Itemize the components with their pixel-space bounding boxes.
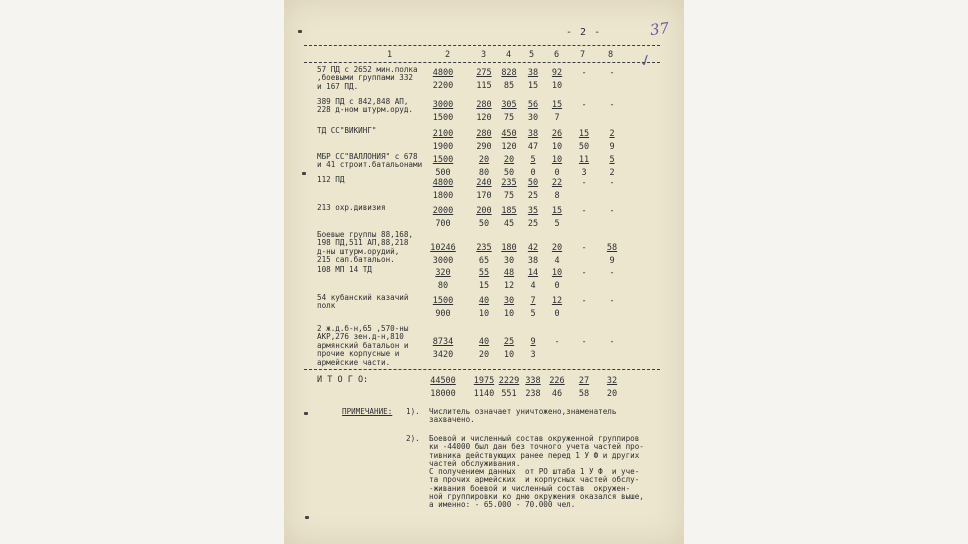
table-cell: - bbox=[581, 178, 587, 188]
right-margin bbox=[684, 0, 968, 544]
table-cell: 10246 bbox=[430, 243, 456, 253]
pencil-mark-icon: ✓ bbox=[636, 48, 655, 73]
table-cell: 15 bbox=[551, 100, 563, 110]
table-cell: 10 bbox=[551, 155, 563, 165]
total-cell: 2229 bbox=[498, 376, 520, 386]
table-cell: 15 bbox=[478, 281, 490, 291]
table-cell: 2 bbox=[609, 168, 615, 178]
table-cell: 45 bbox=[503, 219, 515, 229]
table-cell: 3420 bbox=[432, 350, 454, 360]
total-cell: 226 bbox=[549, 376, 565, 386]
unit-name: МБР СС"ВАЛЛОНИЯ" с 678 и 41 строит.батальонами bbox=[317, 152, 423, 170]
table-cell: 7 bbox=[530, 296, 536, 306]
table-cell: 3 bbox=[581, 168, 587, 178]
total-cell: 551 bbox=[501, 389, 517, 399]
table-cell: 38 bbox=[527, 68, 539, 78]
table-cell: 58 bbox=[606, 243, 618, 253]
table-cell: 56 bbox=[527, 100, 539, 110]
table-cell: 80 bbox=[478, 168, 490, 178]
table-cell: 12 bbox=[551, 296, 563, 306]
table-cell: 75 bbox=[503, 191, 515, 201]
table-cell: 170 bbox=[476, 191, 492, 201]
table-cell: 35 bbox=[527, 206, 539, 216]
note-1-text: Числитель означает уничтожено,знаменатель захвачено. bbox=[429, 407, 617, 425]
table-cell: 500 bbox=[435, 168, 451, 178]
table-cell: 65 bbox=[478, 256, 490, 266]
table-cell: 10 bbox=[478, 309, 490, 319]
unit-name: 213 охр.дивизия bbox=[317, 203, 386, 212]
col-header-5: 5 bbox=[529, 50, 535, 60]
table-cell: 38 bbox=[527, 129, 539, 139]
table-cell: 2100 bbox=[432, 129, 454, 139]
total-cell: 238 bbox=[525, 389, 541, 399]
table-cell: 22 bbox=[551, 178, 563, 188]
unit-name: 389 ПД с 842,848 АП, 228 д-ном штурм.оруд. bbox=[317, 97, 414, 115]
table-cell: - bbox=[609, 68, 615, 78]
table-cell: 85 bbox=[503, 81, 515, 91]
left-margin bbox=[0, 0, 284, 544]
table-cell: 2 bbox=[609, 129, 615, 139]
table-cell: 50 bbox=[503, 168, 515, 178]
punch-mark bbox=[302, 172, 306, 175]
table-cell: 5 bbox=[609, 155, 615, 165]
unit-name: 57 ПД с 2652 мин.полка ,боевыми группами 332 и 167 ПД. bbox=[317, 65, 418, 91]
table-cell: - bbox=[554, 337, 560, 347]
table-cell: 15 bbox=[527, 81, 539, 91]
table-cell: 14 bbox=[527, 268, 539, 278]
table-cell: 75 bbox=[503, 113, 515, 123]
table-cell: 305 bbox=[501, 100, 517, 110]
note-label: ПРИМЕЧАНИЕ: bbox=[342, 407, 393, 416]
table-cell: 320 bbox=[435, 268, 451, 278]
table-cell: - bbox=[581, 296, 587, 306]
unit-name: 112 ПД bbox=[317, 175, 345, 184]
table-cell: 280 bbox=[476, 129, 492, 139]
table-cell: - bbox=[581, 337, 587, 347]
table-cell: 9 bbox=[530, 337, 536, 347]
table-cell: 7 bbox=[554, 113, 560, 123]
unit-name: 54 кубанский казачий полк bbox=[317, 293, 409, 311]
col-header-8: 8 bbox=[608, 50, 614, 60]
table-cell: 10 bbox=[503, 309, 515, 319]
table-cell: 26 bbox=[551, 129, 563, 139]
table-cell: 48 bbox=[503, 268, 515, 278]
total-rule bbox=[304, 369, 660, 370]
total-cell: 18000 bbox=[430, 389, 456, 399]
table-cell: 115 bbox=[476, 81, 492, 91]
table-cell: 280 bbox=[476, 100, 492, 110]
header-bottom-rule bbox=[304, 62, 660, 63]
table-cell: 275 bbox=[476, 68, 492, 78]
table-cell: 450 bbox=[501, 129, 517, 139]
header-top-rule bbox=[304, 45, 660, 46]
table-cell: 15 bbox=[551, 206, 563, 216]
table-cell: 10 bbox=[551, 268, 563, 278]
table-cell: - bbox=[609, 268, 615, 278]
table-cell: 4 bbox=[530, 281, 536, 291]
table-cell: 1500 bbox=[432, 155, 454, 165]
table-cell: - bbox=[581, 268, 587, 278]
total-cell: 58 bbox=[578, 389, 590, 399]
table-cell: 3000 bbox=[432, 256, 454, 266]
unit-name: 2 ж.д.б-н,65 ,570-ны АКР,276 зен.д-н,810 армянский батальон и прочие корпусные и армейские части. bbox=[317, 324, 409, 367]
table-cell: 3000 bbox=[432, 100, 454, 110]
handwritten-page-number: 37 bbox=[648, 18, 671, 40]
table-cell: 10 bbox=[551, 142, 563, 152]
table-cell: 25 bbox=[503, 337, 515, 347]
table-cell: 30 bbox=[503, 256, 515, 266]
table-cell: 40 bbox=[478, 296, 490, 306]
table-cell: 0 bbox=[554, 309, 560, 319]
table-cell: 38 bbox=[527, 256, 539, 266]
table-cell: 50 bbox=[527, 178, 539, 188]
table-cell: 4 bbox=[554, 256, 560, 266]
table-cell: 11 bbox=[578, 155, 590, 165]
table-cell: 700 bbox=[435, 219, 451, 229]
total-cell: 338 bbox=[525, 376, 541, 386]
total-cell: 1140 bbox=[473, 389, 495, 399]
table-cell: 40 bbox=[478, 337, 490, 347]
table-cell: 290 bbox=[476, 142, 492, 152]
table-cell: 9 bbox=[609, 142, 615, 152]
table-cell: 5 bbox=[554, 219, 560, 229]
table-cell: 2000 bbox=[432, 206, 454, 216]
col-header-1: 1 bbox=[387, 50, 393, 60]
table-cell: 3 bbox=[530, 350, 536, 360]
note-2-number: 2). bbox=[406, 434, 420, 443]
table-cell: 47 bbox=[527, 142, 539, 152]
note-2-text: Боевой и численный состав окруженной группиров ки -44000 был дан без точного учета частей про- тивника действующих ранее перед 1 У Ф и других частей обслуживания. С получением данных от РО штаба 1 У Ф и уче- та прочих армейских и корпусных частей обслу- -живания боевой и численный состав окружен- ной группировки ко дню окружения оказался выше, а именно: - 65.000 - 70.000 чел. bbox=[429, 434, 644, 510]
table-cell: 240 bbox=[476, 178, 492, 188]
unit-name: ТД СС"ВИКИНГ" bbox=[317, 126, 377, 135]
table-cell: 4800 bbox=[432, 178, 454, 188]
table-cell: 15 bbox=[578, 129, 590, 139]
punch-mark bbox=[298, 30, 302, 33]
table-cell: - bbox=[609, 100, 615, 110]
table-cell: 20 bbox=[551, 243, 563, 253]
table-cell: 5 bbox=[530, 309, 536, 319]
total-cell: 1975 bbox=[473, 376, 495, 386]
table-cell: 120 bbox=[476, 113, 492, 123]
table-cell: 0 bbox=[554, 281, 560, 291]
table-cell: 180 bbox=[501, 243, 517, 253]
table-cell: 10 bbox=[551, 81, 563, 91]
table-cell: - bbox=[581, 68, 587, 78]
table-cell: - bbox=[581, 243, 587, 253]
table-cell: 50 bbox=[478, 219, 490, 229]
punch-mark bbox=[304, 412, 308, 415]
table-cell: 12 bbox=[503, 281, 515, 291]
table-cell: 42 bbox=[527, 243, 539, 253]
table-cell: 235 bbox=[501, 178, 517, 188]
table-cell: 30 bbox=[527, 113, 539, 123]
page-number: - 2 - bbox=[566, 27, 602, 38]
table-cell: 185 bbox=[501, 206, 517, 216]
table-cell: 9 bbox=[609, 256, 615, 266]
table-cell: 25 bbox=[527, 219, 539, 229]
table-cell: - bbox=[609, 178, 615, 188]
table-cell: 92 bbox=[551, 68, 563, 78]
table-cell: 20 bbox=[503, 155, 515, 165]
table-cell: 0 bbox=[554, 168, 560, 178]
table-cell: 120 bbox=[501, 142, 517, 152]
table-cell: 235 bbox=[476, 243, 492, 253]
table-cell: 1500 bbox=[432, 296, 454, 306]
document-page bbox=[284, 0, 684, 544]
table-cell: - bbox=[581, 206, 587, 216]
table-cell: 50 bbox=[578, 142, 590, 152]
table-cell: 25 bbox=[527, 191, 539, 201]
note-1-number: 1). bbox=[406, 407, 420, 416]
col-header-6: 6 bbox=[554, 50, 560, 60]
total-label: И Т О Г О: bbox=[317, 375, 369, 385]
table-cell: 80 bbox=[437, 281, 449, 291]
table-cell: 55 bbox=[478, 268, 490, 278]
table-cell: 0 bbox=[530, 168, 536, 178]
table-cell: 900 bbox=[435, 309, 451, 319]
total-cell: 20 bbox=[606, 389, 618, 399]
col-header-7: 7 bbox=[580, 50, 586, 60]
col-header-2: 2 bbox=[445, 50, 451, 60]
table-cell: - bbox=[609, 206, 615, 216]
unit-name: Боевые группы 88,168, 198 ПД,511 АП,88,218 д-ны штурм.орудий, 215 сап.батальон. bbox=[317, 230, 414, 265]
table-cell: 5 bbox=[530, 155, 536, 165]
table-cell: 1800 bbox=[432, 191, 454, 201]
table-cell: 20 bbox=[478, 350, 490, 360]
table-cell: 30 bbox=[503, 296, 515, 306]
table-cell: 1500 bbox=[432, 113, 454, 123]
table-cell: 8734 bbox=[432, 337, 454, 347]
table-cell: - bbox=[609, 337, 615, 347]
table-cell: - bbox=[609, 296, 615, 306]
table-cell: 200 bbox=[476, 206, 492, 216]
table-cell: 10 bbox=[503, 350, 515, 360]
table-cell: 2200 bbox=[432, 81, 454, 91]
table-cell: - bbox=[581, 100, 587, 110]
table-cell: 4800 bbox=[432, 68, 454, 78]
table-cell: 20 bbox=[478, 155, 490, 165]
total-cell: 44500 bbox=[430, 376, 456, 386]
table-cell: 8 bbox=[554, 191, 560, 201]
unit-name: 108 МП 14 ТД bbox=[317, 265, 372, 274]
col-header-4: 4 bbox=[506, 50, 512, 60]
table-cell: 1900 bbox=[432, 142, 454, 152]
total-cell: 27 bbox=[578, 376, 590, 386]
total-cell: 46 bbox=[551, 389, 563, 399]
punch-mark bbox=[305, 516, 309, 519]
total-cell: 32 bbox=[606, 376, 618, 386]
table-cell: 828 bbox=[501, 68, 517, 78]
col-header-3: 3 bbox=[481, 50, 487, 60]
